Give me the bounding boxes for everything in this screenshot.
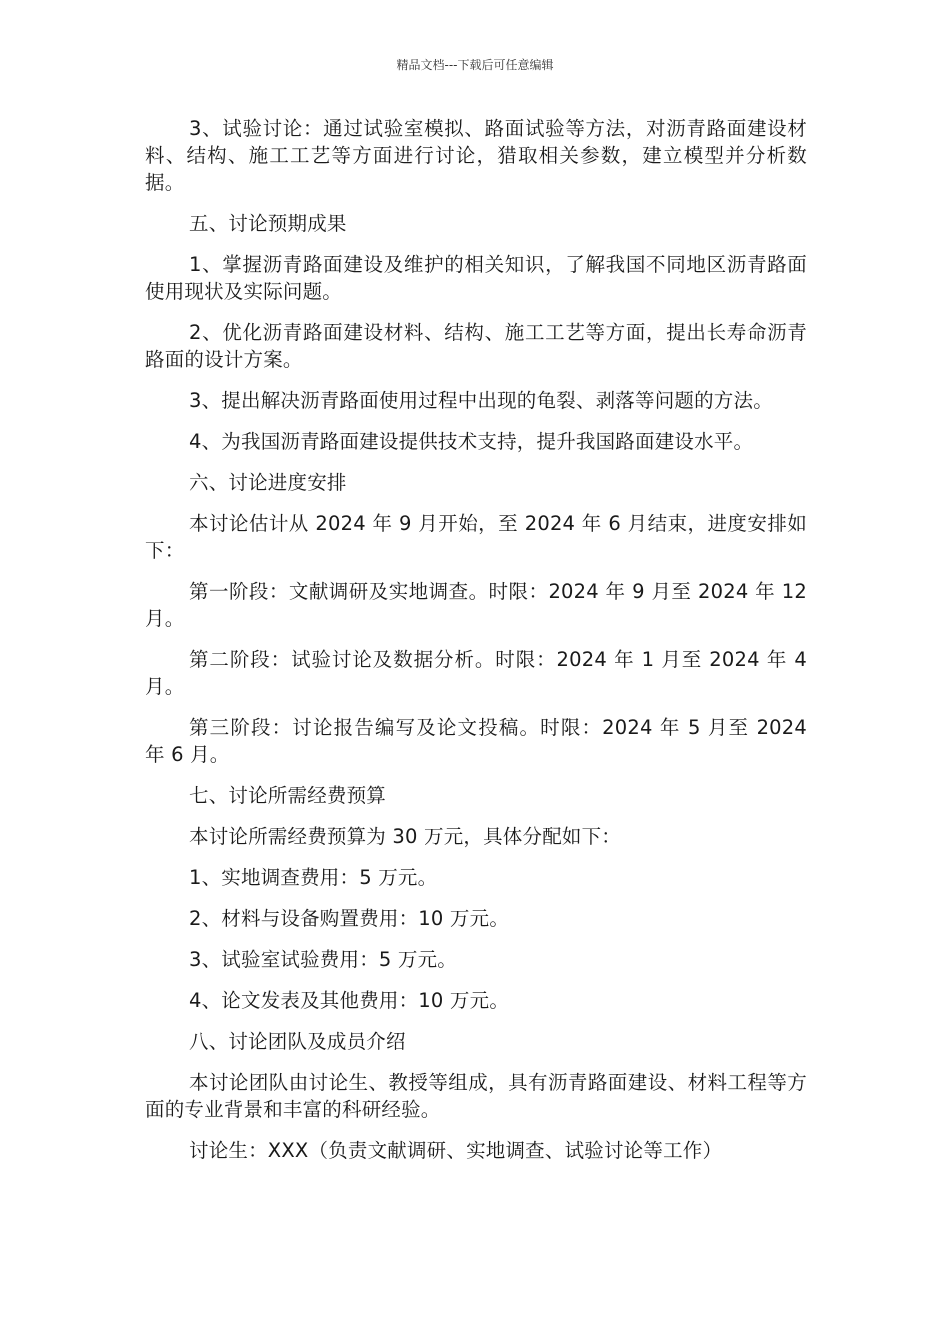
paragraph-result-2: 2、优化沥青路面建设材料、结构、施工工艺等方面，提出长寿命沥青路面的设计方案。 (145, 321, 807, 371)
paragraph-result-1: 1、掌握沥青路面建设及维护的相关知识，了解我国不同地区沥青路面使用现状及实际问题。 (145, 253, 807, 303)
paragraph-result-4: 4、为我国沥青路面建设提供技术支持，提升我国路面建设水平。 (189, 430, 754, 453)
paragraph-schedule-intro: 本讨论估计从 2024 年 9 月开始，至 2024 年 6 月结束，进度安排如下： (145, 512, 807, 562)
paragraph-result-3: 3、提出解决沥青路面使用过程中出现的龟裂、剥落等问题的方法。 (189, 389, 773, 412)
section-heading-expected-results: 五、讨论预期成果 (189, 212, 347, 235)
section-heading-budget: 七、讨论所需经费预算 (189, 784, 387, 807)
section-heading-team: 八、讨论团队及成员介绍 (189, 1030, 406, 1053)
paragraph-team-member: 讨论生：XXX（负责文献调研、实地调查、试验讨论等工作） (189, 1139, 723, 1162)
paragraph-stage-3: 第三阶段：讨论报告编写及论文投稿。时限：2024 年 5 月至 2024 年 6 月。 (145, 716, 807, 766)
paragraph-team-intro: 本讨论团队由讨论生、教授等组成，具有沥青路面建设、材料工程等方面的专业背景和丰富的科研经验。 (145, 1071, 807, 1121)
paragraph-budget-item-2: 2、材料与设备购置费用：10 万元。 (189, 907, 510, 930)
paragraph-budget-item-3: 3、试验室试验费用：5 万元。 (189, 948, 458, 971)
paragraph-budget-item-4: 4、论文发表及其他费用：10 万元。 (189, 989, 510, 1012)
paragraph-budget-intro: 本讨论所需经费预算为 30 万元，具体分配如下： (189, 825, 622, 848)
paragraph-experiment-discussion: 3、试验讨论：通过试验室模拟、路面试验等方法，对沥青路面建设材料、结构、施工工艺等方面进行讨论，猎取相关参数，建立模型并分析数据。 (145, 117, 807, 194)
paragraph-stage-2: 第二阶段：试验讨论及数据分析。时限：2024 年 1 月至 2024 年 4 月。 (145, 648, 807, 698)
paragraph-stage-1: 第一阶段：文献调研及实地调查。时限：2024 年 9 月至 2024 年 12 月。 (145, 580, 807, 630)
section-heading-schedule: 六、讨论进度安排 (189, 471, 347, 494)
document-body (145, 115, 807, 1178)
paragraph-budget-item-1: 1、实地调查费用：5 万元。 (189, 866, 438, 889)
page-header: 精品文档---下载后可任意编辑 (396, 58, 554, 72)
